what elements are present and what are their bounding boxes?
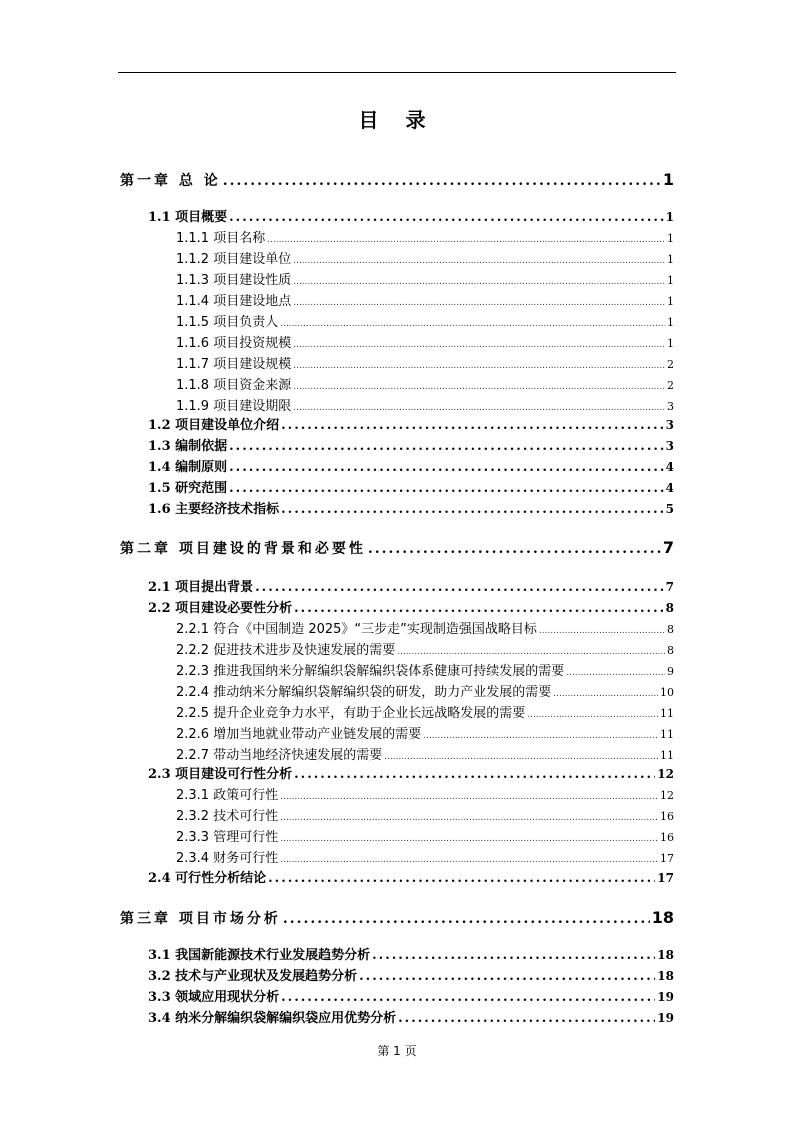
toc-entry-title: 2.2.5 提升企业竞争力水平，有助于企业长远战略发展的需要: [176, 706, 526, 721]
toc-entry-title: 2.1 项目提出背景: [148, 580, 254, 595]
toc-dot-leader: [268, 871, 655, 886]
toc-dot-leader: [267, 235, 665, 245]
toc-dot-leader: [280, 792, 658, 802]
toc-entry[interactable]: [120, 908, 674, 930]
toc-dot-leader: [280, 319, 665, 329]
toc-entry-page: 16: [660, 810, 674, 823]
toc-entry-page: 18: [657, 948, 674, 962]
toc-entry-page: 3: [665, 439, 674, 453]
toc-entry[interactable]: [176, 374, 674, 394]
toc-entry-page: 19: [657, 990, 674, 1004]
toc-entry[interactable]: [148, 944, 674, 964]
toc-dot-leader: [372, 948, 655, 963]
toc-entry[interactable]: [176, 847, 674, 867]
toc-entry[interactable]: [176, 311, 674, 331]
toc-entry[interactable]: [176, 353, 674, 373]
toc-entry-page: 3: [665, 418, 674, 432]
toc-dot-leader: [423, 731, 658, 741]
toc-dot-leader: [384, 752, 658, 762]
toc-entry-title: 2.3.4 财务可行性: [176, 851, 279, 866]
toc-dot-leader: [229, 460, 663, 475]
toc-entry-title: 2.2.6 增加当地就业带动产业链发展的需要: [176, 727, 422, 742]
toc-entry-page: 8: [665, 601, 674, 615]
toc-entry-title: 3.3 领域应用现状分析: [148, 990, 280, 1005]
toc-entry[interactable]: [176, 227, 674, 247]
toc-dot-leader: [229, 481, 663, 496]
toc-entry-title: 2.2 项目建设必要性分析: [148, 601, 293, 616]
toc-entry-title: 1.1.7 项目建设规模: [176, 357, 292, 372]
toc-entry[interactable]: [176, 723, 674, 743]
toc-entry[interactable]: [120, 538, 674, 560]
toc-entry-page: 7: [665, 580, 674, 594]
toc-entry[interactable]: [176, 618, 674, 638]
toc-dot-leader: [293, 256, 665, 266]
toc-entry[interactable]: [148, 576, 674, 596]
toc-entry-page: 19: [657, 1011, 674, 1025]
toc-dot-leader: [527, 710, 658, 720]
toc-entry[interactable]: [148, 986, 674, 1006]
toc-entry-page: 4: [665, 460, 674, 474]
toc-dot-leader: [283, 911, 650, 927]
toc-entry-title: 1.3 编制依据: [148, 439, 228, 454]
toc-entry-page: 18: [651, 908, 674, 927]
toc-entry-title: 1.1.2 项目建设单位: [176, 252, 292, 267]
toc-entry-page: 1: [662, 170, 674, 189]
toc-entry[interactable]: [148, 414, 674, 434]
toc-entry[interactable]: [148, 456, 674, 476]
toc-dot-leader: [398, 1011, 655, 1026]
toc-entry-page: 1: [665, 210, 674, 224]
toc-entry[interactable]: [176, 269, 674, 289]
toc-dot-leader: [397, 647, 665, 657]
toc-entry-page: 9: [667, 665, 674, 678]
toc-entry-title: 1.1.6 项目投资规模: [176, 336, 292, 351]
toc-dot-leader: [293, 403, 665, 413]
toc-dot-leader: [280, 813, 658, 823]
toc-entry-title: 3.2 技术与产业现状及发展趋势分析: [148, 969, 358, 984]
toc-entry-title: 1.1.9 项目建设期限: [176, 399, 292, 414]
toc-entry[interactable]: [148, 965, 674, 985]
toc-entry-title: 1.1.1 项目名称: [176, 231, 266, 246]
toc-entry-page: 11: [660, 749, 674, 762]
toc-entry[interactable]: [176, 744, 674, 764]
toc-entry-page: 1: [667, 295, 674, 308]
toc-entry-title: 第二章 项目建设的背景和必要性: [120, 541, 366, 557]
toc-entry[interactable]: [176, 702, 674, 722]
toc-dot-leader: [229, 210, 663, 225]
toc-entry[interactable]: [148, 206, 674, 226]
toc-entry-title: 2.4 可行性分析结论: [148, 871, 267, 886]
toc-dot-leader: [293, 298, 665, 308]
toc-entry-page: 1: [667, 337, 674, 350]
toc-entry[interactable]: [176, 660, 674, 680]
toc-entry[interactable]: [120, 170, 674, 192]
toc-entry-page: 10: [660, 686, 674, 699]
toc-dot-leader: [294, 601, 663, 616]
toc-entry-page: 17: [660, 852, 674, 865]
toc-dot-leader: [553, 689, 658, 699]
toc-dot-leader: [293, 277, 665, 287]
toc-dot-leader: [368, 541, 661, 557]
toc-entry-page: 11: [660, 707, 674, 720]
toc-entry-title: 第一章 总 论: [120, 173, 221, 189]
toc-dot-leader: [539, 626, 665, 636]
toc-entry-title: 2.2.1 符合《中国制造 2025》“三步走”实现制造强国战略目标: [176, 622, 537, 637]
toc-dot-leader: [223, 173, 661, 189]
toc-dot-leader: [280, 834, 658, 844]
toc-dot-leader: [281, 990, 655, 1005]
toc-entry-page: 12: [657, 767, 674, 781]
toc-entry-title: 1.1.4 项目建设地点: [176, 294, 292, 309]
toc-entry-page: 18: [657, 969, 674, 983]
toc-dot-leader: [280, 855, 658, 865]
toc-entry-title: 2.3.1 政策可行性: [176, 788, 279, 803]
toc-entry-page: 1: [667, 274, 674, 287]
toc-entry-title: 1.4 编制原则: [148, 460, 228, 475]
toc-entry-title: 1.1.8 项目资金来源: [176, 378, 292, 393]
toc-entry[interactable]: [148, 597, 674, 617]
toc-dot-leader: [281, 502, 663, 517]
toc-entry-page: 7: [662, 538, 674, 557]
toc-entry-page: 2: [667, 358, 674, 371]
toc-entry[interactable]: [148, 1007, 674, 1027]
toc-entry-page: 11: [660, 728, 674, 741]
toc-entry-page: 3: [667, 400, 674, 413]
toc-entry-title: 3.4 纳米分解编织袋解编织袋应用优势分析: [148, 1011, 397, 1026]
toc-entry-page: 1: [667, 316, 674, 329]
toc-entry[interactable]: [176, 826, 674, 846]
toc-dot-leader: [255, 580, 663, 595]
toc-entry-title: 1.1.5 项目负责人: [176, 315, 279, 330]
toc-entry-page: 8: [667, 644, 674, 657]
toc-entry-page: 16: [660, 831, 674, 844]
toc-entry-page: 8: [667, 623, 674, 636]
toc-entry-page: 4: [665, 481, 674, 495]
toc-entry[interactable]: [176, 332, 674, 352]
toc-dot-leader: [229, 439, 663, 454]
toc-entry[interactable]: [148, 867, 674, 887]
toc-entry-title: 2.2.4 推动纳米分解编织袋解编织袋的研发，助力产业发展的需要: [176, 685, 552, 700]
toc-entry-page: 1: [667, 253, 674, 266]
toc-dot-leader: [293, 361, 665, 371]
toc-entry-page: 2: [667, 379, 674, 392]
toc-entry-page: 1: [667, 232, 674, 245]
toc-dot-leader: [294, 767, 655, 782]
toc-entry-title: 第三章 项目市场分析: [120, 911, 281, 927]
toc-dot-leader: [281, 418, 663, 433]
toc-entry-title: 2.2.7 带动当地经济快速发展的需要: [176, 748, 383, 763]
toc-entry-title: 1.2 项目建设单位介绍: [148, 418, 280, 433]
toc-dot-leader: [359, 969, 655, 984]
toc-entry[interactable]: [176, 248, 674, 268]
toc-entry[interactable]: [176, 681, 674, 701]
toc-entry-title: 2.3 项目建设可行性分析: [148, 767, 293, 782]
toc-entry[interactable]: [176, 639, 674, 659]
toc-entry-title: 2.2.3 推进我国纳米分解编织袋解编织袋体系健康可持续发展的需要: [176, 664, 565, 679]
toc-entry[interactable]: [148, 435, 674, 455]
toc-entry-page: 5: [665, 502, 674, 516]
toc-entry-title: 3.1 我国新能源技术行业发展趋势分析: [148, 948, 371, 963]
toc-dot-leader: [293, 382, 665, 392]
toc-dot-leader: [566, 668, 665, 678]
toc-entry-title: 1.6 主要经济技术指标: [148, 502, 280, 517]
toc-entry[interactable]: [176, 395, 674, 415]
toc-entry-title: 1.5 研究范围: [148, 481, 228, 496]
toc-dot-leader: [293, 340, 665, 350]
toc-entry-title: 2.3.3 管理可行性: [176, 830, 279, 845]
toc-entry[interactable]: [176, 805, 674, 825]
toc-entry-title: 1.1.3 项目建设性质: [176, 273, 292, 288]
toc-entry-title: 2.2.2 促进技术进步及快速发展的需要: [176, 643, 396, 658]
toc-entry-page: 17: [657, 871, 674, 885]
toc-entry[interactable]: [148, 498, 674, 518]
toc-entry[interactable]: [176, 290, 674, 310]
page-footer: 第 1 页: [377, 1044, 417, 1058]
toc-entry[interactable]: [148, 477, 674, 497]
toc-entry-title: 1.1 项目概要: [148, 210, 228, 225]
toc-title: 目 录: [358, 108, 436, 132]
toc-entry[interactable]: [148, 763, 674, 783]
toc-entry-title: 2.3.2 技术可行性: [176, 809, 279, 824]
toc-entry[interactable]: [176, 784, 674, 804]
toc-entry-page: 12: [660, 789, 674, 802]
